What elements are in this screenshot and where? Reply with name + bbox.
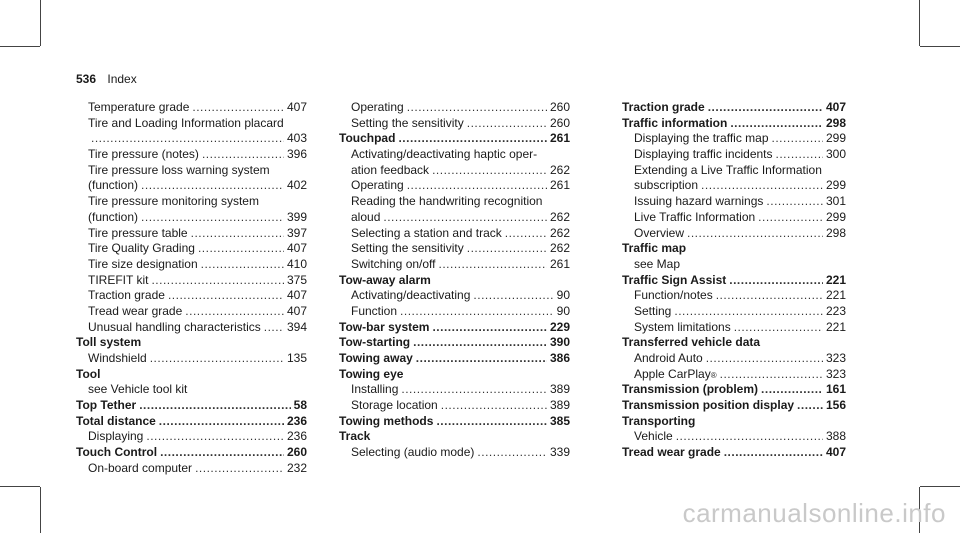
leader-dots [758, 210, 823, 226]
index-entry [339, 163, 570, 179]
leader-dots [91, 131, 284, 147]
index-entry [76, 100, 307, 116]
leader-dots [436, 414, 547, 430]
leader-dots [202, 147, 284, 163]
entry-text: Activating/deactivating [351, 288, 471, 303]
page-ref: 402 [286, 178, 307, 193]
entry-text: Issuing hazard warnings [634, 194, 764, 209]
index-entry [339, 398, 570, 414]
entry-text: Windshield [88, 351, 147, 365]
index-entry [622, 163, 846, 179]
index-entry [76, 116, 307, 132]
index-entry [339, 194, 570, 210]
entry-text: Function [351, 303, 398, 318]
page-ref: 389 [549, 398, 570, 413]
page-ref: 375 [286, 272, 307, 287]
leader-dots [383, 210, 547, 226]
index-entry [76, 163, 307, 179]
index-heading [622, 335, 846, 351]
entry-text: On-board computer [88, 460, 193, 475]
page-ref: 299 [825, 209, 846, 224]
crop-mark [40, 487, 41, 533]
entry-text: Temperature grade [88, 100, 190, 114]
page-ref: 407 [825, 100, 846, 114]
leader-dots [198, 241, 284, 257]
leader-dots [141, 178, 284, 194]
leader-dots [407, 178, 547, 194]
leader-dots [720, 367, 823, 383]
index-heading [339, 351, 570, 367]
page-ref: 221 [825, 272, 846, 287]
page-ref: 299 [825, 131, 846, 146]
page-ref: 298 [825, 115, 846, 130]
entry-text: Tread wear grade [88, 303, 183, 318]
index-entry [622, 429, 846, 445]
index-heading [622, 382, 846, 398]
leader-dots [398, 131, 547, 147]
page-ref: 339 [549, 445, 570, 460]
index-entry [622, 288, 846, 304]
leader-dots [761, 382, 823, 398]
entry-text: Extending a Live Traffic Information [634, 162, 822, 177]
leader-dots [676, 429, 823, 445]
page-ref: 403 [286, 131, 307, 146]
page-ref: 386 [549, 351, 570, 365]
leader-dots [264, 320, 284, 336]
index-heading [622, 241, 846, 257]
leader-dots [160, 445, 284, 461]
entry-text: Total distance [76, 413, 156, 428]
page-ref: 221 [825, 319, 846, 334]
entry-text: see Map [634, 256, 681, 271]
index-entry [339, 288, 570, 304]
page-ref: 236 [286, 429, 307, 444]
entry-text: Reading the handwriting recognition [351, 194, 543, 209]
index-heading [339, 131, 570, 147]
crop-mark [919, 0, 920, 46]
index-entry [76, 147, 307, 163]
leader-dots [185, 304, 284, 320]
index-entry [622, 304, 846, 320]
entry-text: Storage location [351, 398, 438, 413]
index-entry [622, 320, 846, 336]
leader-dots [159, 414, 284, 430]
leader-dots [439, 257, 547, 273]
index-entry [339, 257, 570, 273]
entry-text: Operating [351, 100, 404, 114]
page-ref: 407 [286, 241, 307, 256]
index-entry [76, 288, 307, 304]
page-ref: 399 [286, 209, 307, 224]
entry-text: Installing [351, 382, 399, 397]
entry-text: Setting [634, 303, 672, 318]
index-heading [339, 273, 570, 289]
entry-text: Top Tether [76, 398, 137, 413]
leader-dots [505, 226, 547, 242]
index-heading [339, 320, 570, 336]
leader-dots [401, 382, 547, 398]
entry-text: Tire pressure (notes) [88, 147, 199, 162]
leader-dots [467, 116, 547, 132]
index-entry [76, 226, 307, 242]
index-entry [339, 382, 570, 398]
index-entry [76, 461, 307, 477]
entry-text: Displaying the traffic map [634, 131, 769, 146]
entry-text: Unusual handling characteristics [88, 319, 261, 334]
page-ref: 407 [286, 303, 307, 318]
index-entry [76, 210, 307, 226]
entry-text: Towing methods [339, 413, 434, 428]
entry-text: Live Traffic Information [634, 209, 756, 224]
index-entry [76, 178, 307, 194]
crop-mark [920, 486, 960, 487]
page-ref: 390 [549, 335, 570, 350]
entry-text: Tow-bar system [339, 319, 430, 334]
index-entry [622, 210, 846, 226]
page-ref: 262 [549, 209, 570, 224]
page-ref: 161 [825, 382, 846, 397]
leader-dots [734, 320, 823, 336]
index-heading [339, 414, 570, 430]
page-ref: 385 [549, 413, 570, 428]
page-ref: 236 [286, 413, 307, 428]
index-heading [76, 335, 307, 351]
leader-dots [729, 273, 823, 289]
entry-text: Traffic information [622, 115, 728, 130]
crop-mark [920, 46, 960, 47]
leader-dots [706, 351, 823, 367]
leader-dots [201, 257, 284, 273]
page-ref: 262 [549, 162, 570, 177]
leader-dots [150, 351, 284, 367]
index-entry [76, 304, 307, 320]
index-heading [622, 116, 846, 132]
index-entry [622, 226, 846, 242]
page-header [76, 72, 137, 86]
entry-text: TIREFIT kit [88, 272, 149, 287]
leader-dots [776, 147, 823, 163]
index-entry [76, 429, 307, 445]
page-ref: 323 [825, 351, 846, 365]
page-ref: 232 [286, 460, 307, 475]
entry-text: Function/notes [634, 288, 713, 303]
leader-dots [772, 131, 823, 147]
index-entry [76, 131, 307, 147]
entry-text: ation feedback [351, 162, 430, 177]
page-ref: 90 [556, 303, 570, 318]
leader-dots [195, 461, 284, 477]
leader-dots [432, 163, 547, 179]
entry-text: Toll system [76, 335, 142, 350]
entry-text: Setting the sensitivity [351, 241, 464, 256]
index-entry [76, 382, 307, 398]
entry-text: Traffic map [622, 241, 687, 256]
page-ref: 300 [825, 147, 846, 162]
entry-text: Tire size designation [88, 256, 198, 271]
index-entry [339, 210, 570, 226]
entry-text: Vehicle [634, 429, 673, 444]
index-entry [339, 445, 570, 461]
leader-dots [766, 194, 823, 210]
index-heading [76, 414, 307, 430]
leader-dots [432, 320, 547, 336]
leader-dots [192, 100, 284, 116]
index-heading [622, 445, 846, 461]
page-ref: 90 [556, 288, 570, 303]
page-ref: 396 [286, 147, 307, 162]
page-ref: 221 [825, 288, 846, 303]
entry-text: subscription [634, 178, 699, 193]
index-column-3 [622, 100, 846, 461]
index-entry [339, 178, 570, 194]
index-entry [622, 257, 846, 273]
index-heading [339, 429, 570, 445]
entry-text: Tire Quality Grading [88, 241, 195, 256]
index-entry [339, 226, 570, 242]
leader-dots [674, 304, 823, 320]
entry-text: Switching on/off [351, 256, 436, 271]
page-ref: 261 [549, 256, 570, 271]
leader-dots [716, 288, 823, 304]
entry-text: Tool [76, 366, 101, 381]
index-entry [622, 147, 846, 163]
entry-text: Tow-starting [339, 335, 411, 350]
leader-dots [151, 273, 284, 289]
entry-text: Touchpad [339, 131, 396, 146]
index-entry [339, 100, 570, 116]
entry-text: Tire pressure table [88, 225, 188, 240]
page-ref: 262 [549, 241, 570, 256]
entry-text: Overview [634, 225, 685, 240]
entry-text: (function) [88, 178, 139, 193]
crop-mark [0, 46, 40, 47]
entry-text: aloud [351, 209, 381, 224]
watermark: carmanualsonline.info [682, 498, 946, 528]
index-heading [76, 398, 307, 414]
index-entry [622, 194, 846, 210]
leader-dots [724, 445, 823, 461]
page-ref: 229 [549, 319, 570, 334]
leader-dots [797, 398, 823, 414]
entry-text: Traction grade [88, 288, 165, 303]
entry-text: Transmission position display [622, 398, 795, 413]
page-ref: 261 [549, 178, 570, 193]
leader-dots [168, 288, 284, 304]
index-entry [339, 116, 570, 132]
entry-text: Transporting [622, 413, 696, 428]
index-column-1 [76, 100, 307, 477]
leader-dots [146, 429, 284, 445]
page-ref: 261 [549, 131, 570, 146]
page-ref: 298 [825, 225, 846, 240]
index-heading [622, 414, 846, 430]
entry-text: Operating [351, 178, 404, 193]
page-ref: 135 [286, 351, 307, 365]
leader-dots [139, 398, 290, 414]
entry-text: (function) [88, 209, 139, 224]
page-ref: 156 [825, 398, 846, 413]
page-ref: 299 [825, 178, 846, 193]
index-heading [76, 367, 307, 383]
page-ref: 260 [549, 100, 570, 114]
entry-text: Selecting a station and track [351, 225, 502, 240]
leader-dots [708, 100, 823, 116]
page-ref: 323 [825, 366, 846, 381]
entry-text: Traffic Sign Assist [622, 272, 727, 287]
index-entry [76, 194, 307, 210]
page-ref: 397 [286, 225, 307, 240]
page-ref: 410 [286, 256, 307, 271]
entry-text: see Vehicle tool kit [88, 382, 188, 397]
entry-text: Tread wear grade [622, 445, 721, 460]
entry-text: System limitations [634, 319, 731, 334]
index-entry: Apple CarPlay ® ..... 323 [622, 367, 846, 383]
entry-text: Tire and Loading Information placard [88, 115, 284, 130]
leader-dots [413, 335, 547, 351]
page-ref: 389 [549, 382, 570, 397]
leader-dots [473, 288, 553, 304]
page-ref: 58 [293, 398, 307, 413]
page-ref: 301 [825, 194, 846, 209]
page-ref: 407 [286, 288, 307, 303]
entry-text: Transferred vehicle data [622, 335, 761, 350]
page-number: 536 [76, 72, 97, 86]
page-ref: 262 [549, 225, 570, 240]
leader-dots [400, 304, 554, 320]
entry-text: Apple CarPlay [634, 366, 711, 381]
leader-dots [407, 100, 547, 116]
page-ref: 394 [286, 319, 307, 334]
leader-dots [416, 351, 547, 367]
page-ref: 260 [549, 115, 570, 130]
crop-mark [40, 0, 41, 46]
index-heading [622, 398, 846, 414]
index-heading [76, 445, 307, 461]
leader-dots [191, 226, 284, 242]
entry-text: Traction grade [622, 100, 705, 114]
entry-text: Activating/deactivating haptic oper- [351, 147, 538, 162]
index-entry [76, 320, 307, 336]
entry-text: Tow-away alarm [339, 272, 431, 287]
page-ref: 223 [825, 303, 846, 318]
index-entry [339, 147, 570, 163]
page-ref: 260 [286, 445, 307, 460]
entry-text: Displaying [88, 429, 144, 444]
leader-dots [730, 116, 823, 132]
section-title: Index [107, 72, 137, 86]
index-entry [76, 241, 307, 257]
page-ref: 388 [825, 429, 846, 444]
entry-text: Track [339, 429, 371, 444]
index-entry [76, 273, 307, 289]
index-entry [76, 351, 307, 367]
leader-dots [441, 398, 547, 414]
index-entry [622, 351, 846, 367]
index-entry [339, 304, 570, 320]
entry-text: Towing eye [339, 366, 404, 381]
page-ref: 407 [825, 445, 846, 460]
leader-dots [141, 210, 284, 226]
leader-dots [477, 445, 547, 461]
index-entry [622, 131, 846, 147]
index-heading [622, 100, 846, 116]
index-entry [622, 178, 846, 194]
leader-dots [467, 241, 547, 257]
leader-dots [687, 226, 823, 242]
entry-text: Android Auto [634, 351, 703, 365]
entry-text: Displaying traffic incidents [634, 147, 773, 162]
leader-dots [701, 178, 823, 194]
entry-text: Tire pressure monitoring system [88, 194, 259, 209]
index-column-2 [339, 100, 570, 461]
index-heading [622, 273, 846, 289]
index-entry [339, 241, 570, 257]
page-ref: 407 [286, 100, 307, 114]
entry-text: Selecting (audio mode) [351, 445, 475, 460]
entry-text: Touch Control [76, 445, 158, 460]
index-heading [339, 335, 570, 351]
entry-text: Transmission (problem) [622, 382, 759, 397]
entry-text: Setting the sensitivity [351, 115, 464, 130]
index-heading [339, 367, 570, 383]
index-entry [76, 257, 307, 273]
entry-text: Tire pressure loss warning system [88, 162, 270, 177]
entry-text: Towing away [339, 351, 413, 365]
crop-mark [0, 486, 40, 487]
